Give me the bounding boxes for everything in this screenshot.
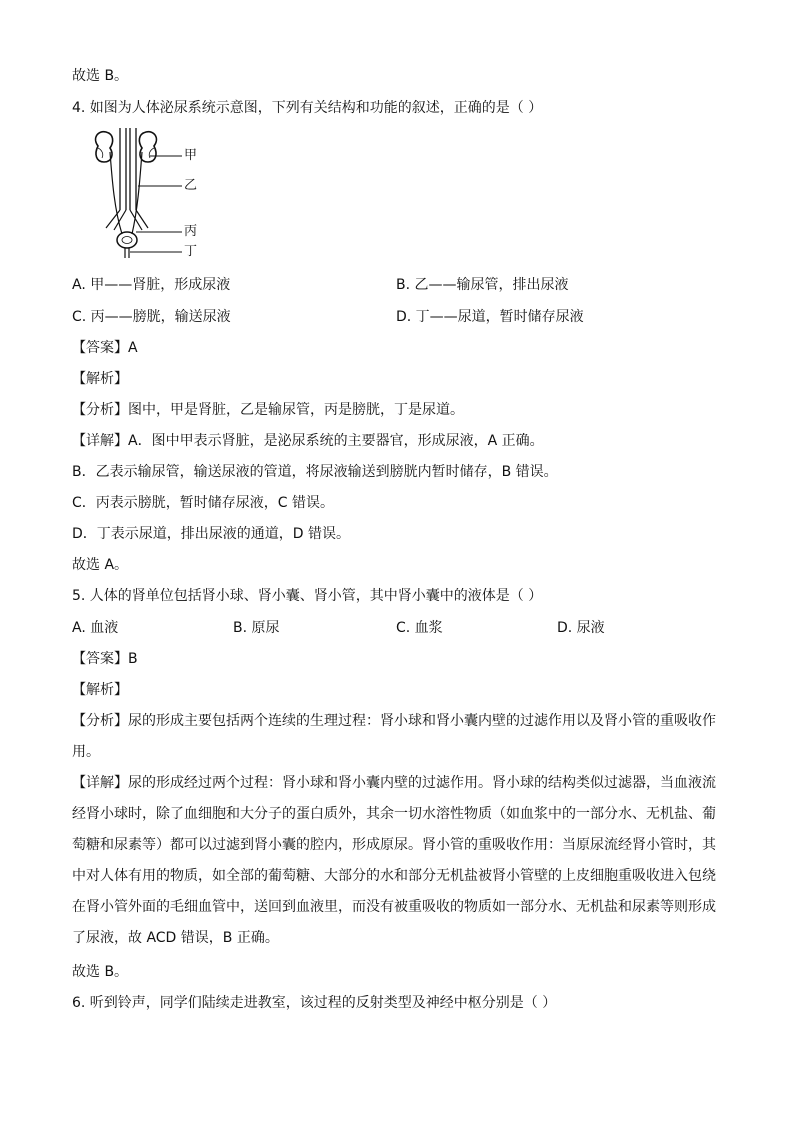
q5-conclusion: 故选 B。	[72, 964, 129, 980]
question-5: 5. 人体的肾单位包括肾小球、肾小囊、肾小管，其中肾小囊中的液体是（ ）	[72, 588, 543, 604]
q4-option-c: C. 丙——膀胱，输送尿液	[72, 309, 231, 325]
q4-detail-a: 【详解】A．图中甲表示肾脏，是泌尿系统的主要器官，形成尿液，A 正确。	[72, 433, 544, 449]
urethra	[125, 248, 129, 258]
q4-option-d: D. 丁——尿道，暂时储存尿液	[396, 309, 584, 325]
q5-option-d: D. 尿液	[557, 620, 605, 636]
q5-answer: 【答案】B	[72, 651, 138, 667]
q4-analysis-heading: 【解析】	[72, 371, 128, 387]
q5-option-b: B. 原尿	[233, 620, 280, 636]
q4-answer: 【答案】A	[72, 340, 138, 356]
question-6: 6. 听到铃声，同学们陆续走进教室，该过程的反射类型及神经中枢分别是（ ）	[72, 995, 557, 1011]
urinary-system-figure	[92, 128, 204, 260]
conclusion-prev: 故选 B。	[72, 68, 129, 84]
q4-option-b: B. 乙——输尿管，排出尿液	[396, 277, 569, 293]
q4-detail-c: C．丙表示膀胱，暂时储存尿液，C 错误。	[72, 495, 334, 511]
bladder	[117, 232, 137, 248]
q4-detail-b: B．乙表示输尿管，输送尿液的管道，将尿液输送到膀胱内暂时储存，B 错误。	[72, 464, 558, 480]
label-yi: 乙	[184, 178, 198, 193]
q4-option-a: A. 甲——肾脏，形成尿液	[72, 277, 231, 293]
urinary-diagram	[92, 128, 182, 260]
label-bing: 丙	[184, 224, 198, 239]
label-ding: 丁	[184, 244, 198, 259]
label-jia: 甲	[184, 148, 198, 163]
q5-analysis-heading: 【解析】	[72, 682, 128, 698]
q5-option-c: C. 血浆	[396, 620, 443, 636]
q5-option-a: A. 血液	[72, 620, 119, 636]
q5-detail: 【详解】尿的形成经过两个过程：肾小球和肾小囊内壁的过滤作用。肾小球的结构类似过滤器，当血液流经肾小球时，除了血细胞和大分子的蛋白质外，其余一切水溶性物质（如血浆中的一部分水、无机盐、葡萄糖和尿素等）都可以过滤到肾小囊的腔内，形成原尿。肾小管的重吸收作用：当原尿流经肾小管时，其中对人体有用的物质，如全部的葡萄糖、大部分的水和部分无机盐被肾小管壁的上皮细胞重吸收进入包绕在肾小管外面的毛细血管中，送回到血液里，而没有被重吸收的物质如一部分水、无机盐和尿素等则形成了尿液，故 ACD 错误，B 正确。	[72, 775, 716, 946]
q5-analysis: 【分析】尿的形成主要包括两个连续的生理过程：肾小球和肾小囊内壁的过滤作用以及肾小管的重吸收作用。	[72, 713, 716, 760]
q4-conclusion: 故选 A。	[72, 557, 129, 573]
question-4: 4. 如图为人体泌尿系统示意图，下列有关结构和功能的叙述，正确的是（ ）	[72, 100, 543, 116]
q4-analysis: 【分析】图中，甲是肾脏，乙是输尿管，丙是膀胱，丁是尿道。	[72, 402, 464, 418]
q4-detail-d: D．丁表示尿道，排出尿液的通道，D 错误。	[72, 526, 351, 542]
